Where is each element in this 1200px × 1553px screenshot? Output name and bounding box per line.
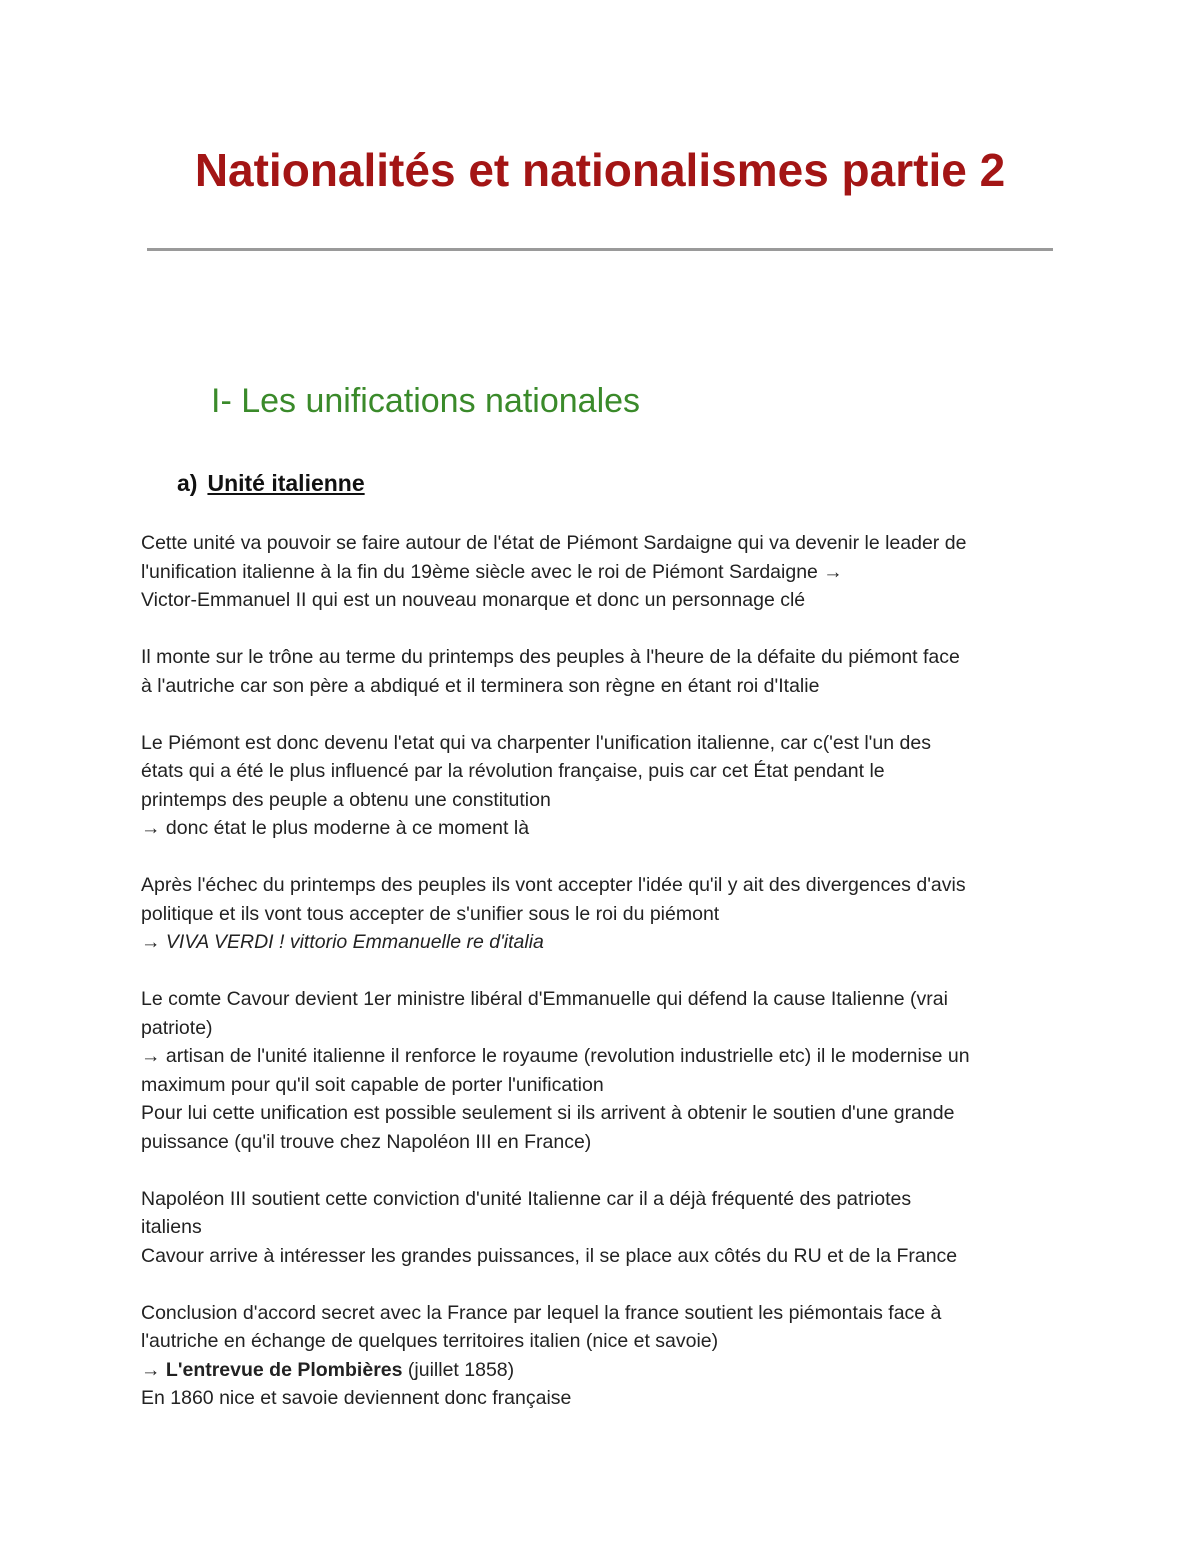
text-line: italiens: [141, 1216, 202, 1238]
text-line: à l'autriche car son père a abdiqué et il terminera son règne en étant roi d'Italie: [141, 674, 820, 697]
text-line: En 1860 nice et savoie deviennent donc française: [141, 1387, 572, 1409]
text-line: → artisan de l'unité italienne il renforce le royaume (revolution industrielle etc) il le modernise un: [141, 1045, 970, 1067]
text-line: l'autriche en échange de quelques territoires italien (nice et savoie): [141, 1330, 719, 1352]
paragraph-cavour: [141, 985, 1071, 1156]
text-line: → donc état le plus moderne à ce moment là: [141, 817, 530, 839]
text-line: Le comte Cavour devient 1er ministre libéral d'Emmanuelle qui défend la cause Italienne (vrai: [141, 988, 948, 1010]
paragraph-plombieres: [141, 1299, 1071, 1413]
paragraph-napoleon: [141, 1185, 1071, 1271]
title-divider: [147, 248, 1053, 251]
subsection-marker: a): [177, 470, 198, 496]
document-title: Nationalités et nationalismes partie 2: [194, 144, 1006, 196]
paragraph-viva-verdi: [141, 871, 1071, 957]
paragraph-throne: [141, 643, 1071, 700]
text-line: Conclusion d'accord secret avec la France par lequel la france soutient les piémontais face à: [141, 1301, 942, 1324]
viva-verdi-quote: VIVA VERDI ! vittorio Emmanuelle re d'italia: [165, 931, 544, 953]
text-line: Le Piémont est donc devenu l'etat qui va charpenter l'unification italienne, car c('est l'un des: [141, 731, 931, 754]
arrow-glyph: →: [141, 931, 166, 953]
arrow-line: [141, 928, 1071, 957]
arrow-glyph: →: [141, 1358, 166, 1381]
text-line: printemps des peuple a obtenu une constitution: [141, 788, 551, 811]
section-heading: I- Les unifications nationales: [211, 382, 641, 420]
subsection-heading: [177, 466, 365, 500]
document-body: [141, 529, 1071, 1441]
text-line: Cavour arrive à intéresser les grandes puissances, il se place aux côtés du RU et de la France: [141, 1244, 958, 1267]
paragraph-piemont-state: [141, 729, 1071, 843]
text-line: Victor-Emmanuel II qui est un nouveau monarque et donc un personnage clé: [141, 589, 806, 611]
arrow-line: [141, 1356, 1071, 1385]
text-line: politique et ils vont tous accepter de s'unifier sous le roi du piémont: [141, 902, 720, 925]
text-line: l'unification italienne à la fin du 19ème siècle avec le roi de Piémont Sardaigne →: [141, 560, 843, 583]
text-line: patriote): [141, 1016, 213, 1039]
subsection-title: Unité italienne: [207, 470, 365, 496]
text-line: états qui a été le plus influencé par la révolution française, puis car cet État pendant le: [141, 760, 885, 782]
text-line: Il monte sur le trône au terme du printemps des peuples à l'heure de la défaite du piémont face: [141, 646, 960, 668]
plombieres-date: (juillet 1858): [402, 1358, 515, 1381]
paragraph-piemont-leader: [141, 529, 1071, 615]
text-line: Après l'échec du printemps des peuples ils vont accepter l'idée qu'il y ait des divergences d'avis: [141, 874, 966, 896]
text-line: Pour lui cette unification est possible seulement si ils arrivent à obtenir le soutien d'une grande: [141, 1102, 955, 1124]
text-line: Cette unité va pouvoir se faire autour de l'état de Piémont Sardaigne qui va devenir le leader de: [141, 532, 967, 554]
text-line: Napoléon III soutient cette conviction d'unité Italienne car il a déjà fréquenté des patriotes: [141, 1187, 912, 1210]
plombieres-title: L'entrevue de Plombières: [165, 1358, 403, 1381]
text-line: puissance (qu'il trouve chez Napoléon III en France): [141, 1130, 592, 1153]
text-line: maximum pour qu'il soit capable de porter l'unification: [141, 1073, 604, 1096]
